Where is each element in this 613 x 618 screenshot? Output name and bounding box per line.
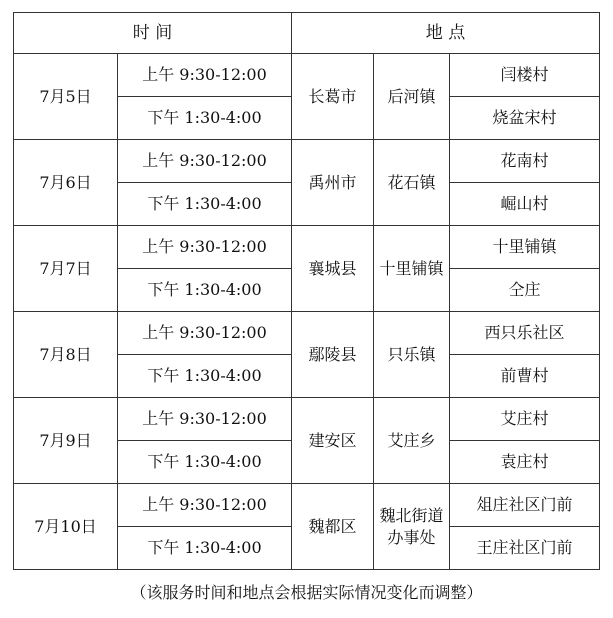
- date-cell: 7月8日: [14, 312, 118, 398]
- village-cell: 艾庄村: [450, 398, 600, 441]
- date-cell: 7月5日: [14, 54, 118, 140]
- am-time-cell: 上午 9:30-12:00: [118, 312, 292, 355]
- am-time-cell: 上午 9:30-12:00: [118, 140, 292, 183]
- town-cell: 后河镇: [374, 54, 450, 140]
- am-time-cell: 上午 9:30-12:00: [118, 398, 292, 441]
- schedule-table: [13, 12, 600, 570]
- table-row: [14, 226, 600, 269]
- village-cell: 袁庄村: [450, 441, 600, 484]
- village-cell: 花南村: [450, 140, 600, 183]
- am-time-cell: 上午 9:30-12:00: [118, 54, 292, 97]
- pm-time-cell: 下午 1:30-4:00: [118, 355, 292, 398]
- village-cell: 仝庄: [450, 269, 600, 312]
- village-cell: 十里铺镇: [450, 226, 600, 269]
- town-cell: 十里铺镇: [374, 226, 450, 312]
- pm-time-cell: 下午 1:30-4:00: [118, 269, 292, 312]
- county-cell: 禹州市: [292, 140, 374, 226]
- village-cell: 俎庄社区门前: [450, 484, 600, 527]
- date-cell: 7月7日: [14, 226, 118, 312]
- town-cell: 只乐镇: [374, 312, 450, 398]
- date-cell: 7月9日: [14, 398, 118, 484]
- village-cell: 西只乐社区: [450, 312, 600, 355]
- date-cell: 7月6日: [14, 140, 118, 226]
- am-time-cell: 上午 9:30-12:00: [118, 484, 292, 527]
- village-cell: 崛山村: [450, 183, 600, 226]
- header-row: [14, 13, 600, 54]
- county-cell: 魏都区: [292, 484, 374, 570]
- town-cell: 艾庄乡: [374, 398, 450, 484]
- county-cell: 长葛市: [292, 54, 374, 140]
- header-place: 地 点: [292, 13, 600, 54]
- village-cell: 闫楼村: [450, 54, 600, 97]
- table-row: [14, 398, 600, 441]
- county-cell: 鄢陵县: [292, 312, 374, 398]
- village-cell: 烧盆宋村: [450, 97, 600, 140]
- adjustment-note: （该服务时间和地点会根据实际情况变化而调整）: [130, 583, 483, 602]
- table-row: [14, 484, 600, 527]
- pm-time-cell: 下午 1:30-4:00: [118, 183, 292, 226]
- town-cell: 花石镇: [374, 140, 450, 226]
- county-cell: 建安区: [292, 398, 374, 484]
- header-time: 时 间: [14, 13, 292, 54]
- county-cell: 襄城县: [292, 226, 374, 312]
- date-cell: 7月10日: [14, 484, 118, 570]
- table-row: [14, 312, 600, 355]
- town-cell: 魏北街道办事处: [374, 484, 450, 570]
- table-row: [14, 54, 600, 97]
- pm-time-cell: 下午 1:30-4:00: [118, 441, 292, 484]
- pm-time-cell: 下午 1:30-4:00: [118, 97, 292, 140]
- pm-time-cell: 下午 1:30-4:00: [118, 527, 292, 570]
- village-cell: 王庄社区门前: [450, 527, 600, 570]
- village-cell: 前曹村: [450, 355, 600, 398]
- table-row: [14, 140, 600, 183]
- am-time-cell: 上午 9:30-12:00: [118, 226, 292, 269]
